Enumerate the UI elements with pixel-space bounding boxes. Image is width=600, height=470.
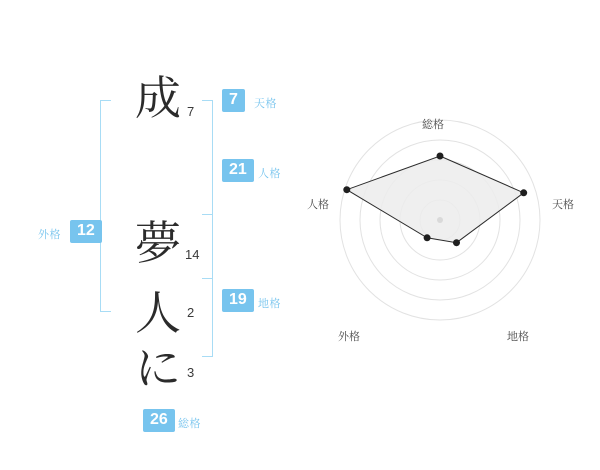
radar-axis-label-tenkaku: 天格 (552, 199, 574, 211)
bracket-tick-tenkaku (202, 214, 212, 215)
name-character-4: に (135, 341, 181, 395)
bracket-kaku-group (202, 100, 213, 357)
badge-jinkaku-value: 21 (222, 159, 254, 182)
name-character-3: 人 (135, 286, 181, 340)
radar-series-area (347, 156, 524, 243)
radar-center-dot (437, 217, 443, 223)
badge-tenkaku-label: 天格 (254, 98, 277, 110)
radar-chart-svg (300, 100, 580, 340)
stroke-count-4: 3 (187, 365, 195, 380)
badge-soukaku-value: 26 (143, 409, 175, 432)
radar-axis-label-soukaku: 総格 (422, 119, 444, 131)
stroke-count-2: 14 (185, 247, 200, 262)
name-character-1: 成 (135, 71, 181, 125)
radar-axis-label-gaikaku: 外格 (338, 331, 360, 343)
stroke-count-3: 2 (187, 305, 195, 320)
radar-chart (300, 100, 580, 345)
badge-chikaku-label: 地格 (258, 298, 281, 310)
badge-tenkaku-value: 7 (222, 89, 245, 112)
bracket-gaikaku (100, 100, 111, 312)
badge-gaikaku-value: 12 (70, 220, 102, 243)
name-character-2: 夢 (135, 216, 181, 270)
badge-chikaku-value: 19 (222, 289, 254, 312)
stroke-count-1: 7 (187, 104, 195, 119)
bracket-tick-chikaku (202, 278, 212, 279)
radar-axis-label-jinkaku: 人格 (307, 199, 329, 211)
badge-soukaku-label: 総格 (178, 418, 201, 430)
radar-axis-label-chikaku: 地格 (507, 331, 529, 343)
badge-jinkaku-label: 人格 (258, 168, 281, 180)
badge-gaikaku-label: 外格 (38, 229, 61, 241)
